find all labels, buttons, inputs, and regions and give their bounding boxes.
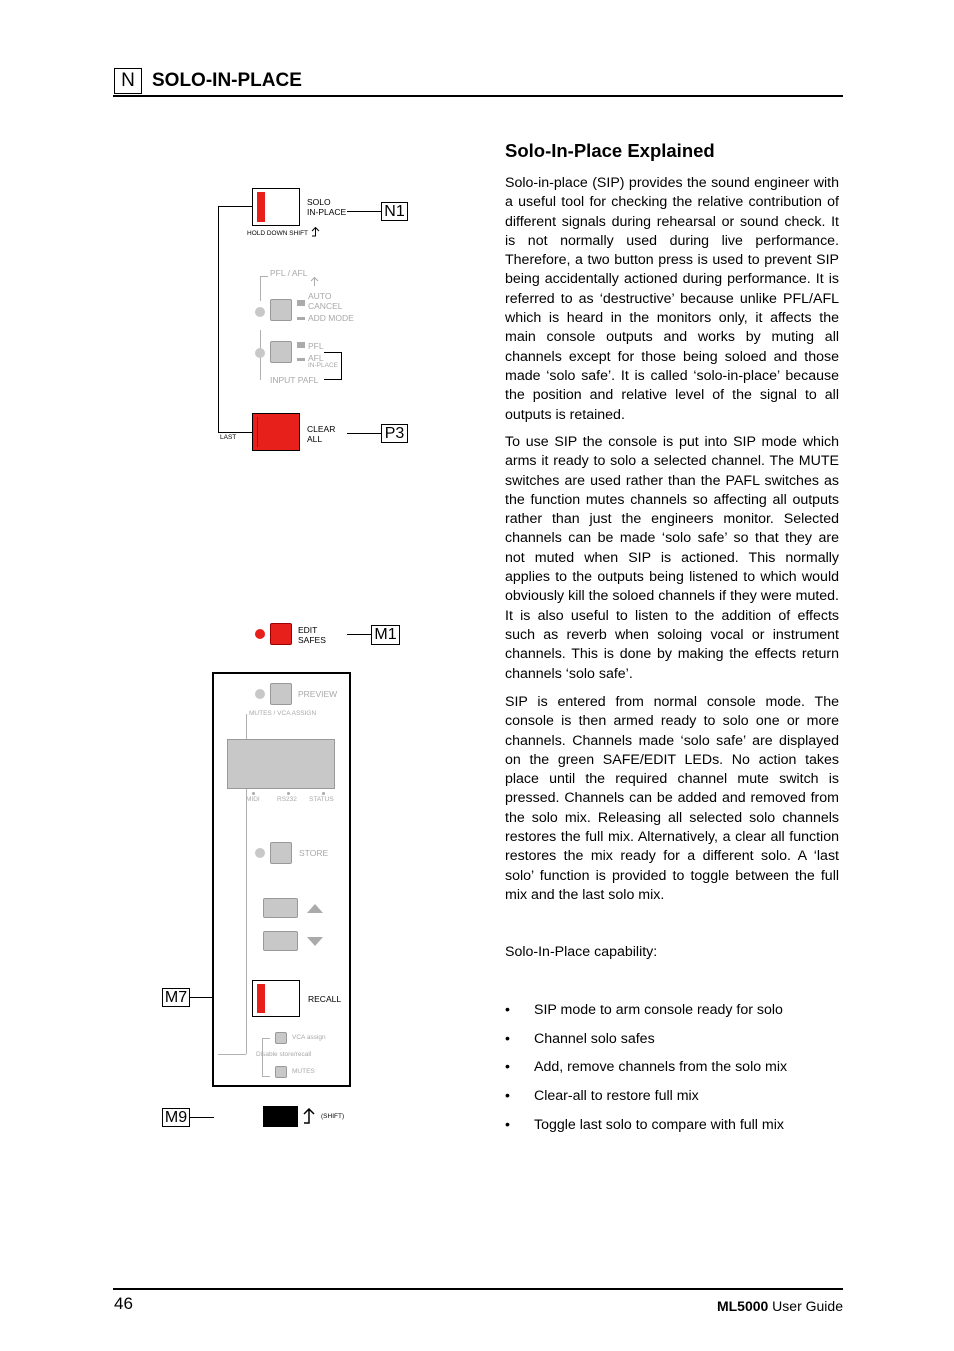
- switch-red-indicator: [257, 192, 265, 222]
- clear-label: CLEAR: [307, 424, 336, 434]
- afl-bracket: [324, 352, 342, 380]
- edit-label: EDIT: [298, 625, 318, 635]
- section-letter-box: N: [114, 68, 142, 94]
- preview-label: PREVIEW: [298, 689, 338, 699]
- vca-assign-label: VCA assign: [292, 1034, 326, 1041]
- bracket-top-line: [218, 206, 252, 207]
- edit-safes-button[interactable]: [270, 623, 292, 645]
- edit-safes-led: [255, 629, 265, 639]
- pfl-afl-led: [255, 307, 265, 317]
- status-led: [322, 792, 325, 795]
- midi-label: MIDI: [246, 796, 260, 803]
- in-place-small-label: IN-PLACE: [308, 362, 338, 369]
- afl-label: AFL: [308, 353, 324, 363]
- safes-label: SAFES: [298, 635, 326, 645]
- section-heading: Solo-In-Place Explained: [505, 140, 715, 161]
- all-label: ALL: [307, 434, 323, 444]
- p3-callout: P3: [381, 424, 408, 443]
- pfl-afl-label: PFL / AFL: [270, 268, 308, 278]
- pfl-afl-mode-button[interactable]: [270, 299, 292, 321]
- switch-red-indicator: [257, 984, 265, 1013]
- grey-group-line: [262, 1038, 270, 1039]
- input-pafl-label: INPUT PAFL: [270, 375, 319, 385]
- bell-icon: [297, 342, 305, 348]
- hold-down-shift-label: HOLD DOWN SHIFT: [247, 230, 309, 237]
- grey-group-line: [260, 276, 261, 301]
- midi-led: [252, 792, 255, 795]
- bracket-vertical-line: [218, 206, 219, 432]
- pfl-label: PFL: [308, 341, 324, 351]
- grey-group-line: [218, 1054, 246, 1055]
- display-window: [227, 739, 335, 789]
- cancel-label: CANCEL: [308, 301, 343, 311]
- down-button[interactable]: [263, 931, 298, 951]
- bell-icon: [297, 300, 305, 306]
- add-mode-label: ADD MODE: [308, 313, 354, 323]
- m1-callout: M1: [371, 625, 400, 645]
- grey-group-line: [262, 1076, 270, 1077]
- status-label: STATUS: [309, 796, 334, 803]
- up-arrow-icon: [306, 903, 324, 914]
- guide-title: ML5000 User Guide: [716, 1298, 843, 1314]
- recall-switch[interactable]: [252, 980, 300, 1017]
- vca-assign-button[interactable]: [275, 1032, 287, 1044]
- down-arrow-icon: [306, 936, 324, 947]
- clear-all-switch[interactable]: [252, 413, 300, 451]
- store-label: STORE: [299, 848, 329, 858]
- shift-button[interactable]: [263, 1106, 298, 1127]
- paragraph-2: To use SIP the console is put into SIP mode which arms it ready to solo a selected channel. The MUTE switches are used rather than the PAFL switches as the function mutes channels so affecting all outputs rather than just the engineers monitor. Selected channels can be made ‘solo safe’ so that they are not muted when SIP is actioned. This normally applies to the outputs being listened to which would obviously kill the soloed channels if they were muted. It is also useful to listen to the addition of effects such as reverb when soloing vocal or instrument channels. This is done by making the effects return channels ‘solo safe’.: [505, 434, 839, 682]
- m9-callout: M9: [162, 1108, 190, 1127]
- shift-arrow-icon: [303, 1108, 315, 1124]
- page-number: 46: [114, 1294, 133, 1313]
- in-place-label: IN-PLACE: [307, 207, 347, 217]
- up-button[interactable]: [263, 898, 298, 918]
- p3-leader-line: [347, 433, 381, 434]
- m7-leader-line: [190, 997, 214, 998]
- m7-callout: M7: [162, 988, 190, 1007]
- grey-group-line: [260, 276, 268, 277]
- shift-label: (SHIFT): [321, 1113, 345, 1120]
- shift-arrow-icon: [311, 227, 320, 237]
- store-button[interactable]: [270, 842, 292, 864]
- bracket-bottom-line: [218, 432, 252, 433]
- capability-heading: Solo-In-Place capability:: [505, 944, 658, 960]
- header-rule: [113, 95, 843, 97]
- footer-rule: [113, 1288, 843, 1290]
- m1-leader-line: [347, 634, 371, 635]
- paragraph-1: Solo-in-place (SIP) provides the sound engineer with a useful tool for checking the relative contribution of different signals during rehearsal or sound check. It is not normally used during live performance. Therefore, a two button press is used to prevent SIP being accidentally actioned during performance. It is referred to as ‘destructive’ because unlike PFL/AFL which is heard in the monitors only, it affects the main console outputs and works by muting all channels except for those being soloed and those made ‘solo safe’. It is called ‘solo-in-place’ because the position and relative level of the signal to all outputs is retained.: [505, 175, 839, 423]
- input-pafl-button[interactable]: [270, 341, 292, 363]
- mutes-vca-assign-label: MUTES / VCA ASSIGN: [249, 710, 317, 717]
- shift-arrow-icon: [310, 277, 319, 287]
- preview-led: [255, 689, 265, 699]
- page-title: SOLO-IN-PLACE: [152, 70, 302, 91]
- m9-leader-line: [190, 1117, 214, 1118]
- solo-in-place-switch[interactable]: [252, 188, 300, 226]
- last-label: LAST: [220, 434, 237, 441]
- input-pafl-led: [255, 348, 265, 358]
- preview-button[interactable]: [270, 683, 292, 705]
- paragraph-3: SIP is entered from normal console mode. The console is then armed ready to solo one or more channels. Channels made ‘solo safe’ are displayed on the green SAFE/EDIT LEDs. No action takes place until the required channel mute switch is pressed. Channels can be added and removed from the solo mix. Releasing all selected solo channels restores the full mix. Alternatively, a clear all function restores the mix ready for a different solo. A ‘last solo’ function is provided to toggle between the full mix and the last solo mix.: [505, 694, 839, 903]
- recall-label: RECALL: [308, 994, 342, 1004]
- auto-label: AUTO: [308, 291, 332, 301]
- dash-icon: [297, 358, 305, 361]
- n1-leader-line: [347, 211, 381, 212]
- rs232-label: RS232: [277, 796, 297, 803]
- mutes-label: MUTES: [292, 1068, 315, 1075]
- mutes-button[interactable]: [275, 1066, 287, 1078]
- switch-edge: [257, 417, 258, 447]
- rs232-led: [287, 792, 290, 795]
- dash-icon: [297, 317, 305, 320]
- store-led: [255, 848, 265, 858]
- memory-panel: [212, 672, 351, 1087]
- n1-callout: N1: [381, 202, 408, 221]
- disable-store-recall-label: Disable store/recall: [256, 1051, 312, 1058]
- solo-label: SOLO: [307, 197, 331, 207]
